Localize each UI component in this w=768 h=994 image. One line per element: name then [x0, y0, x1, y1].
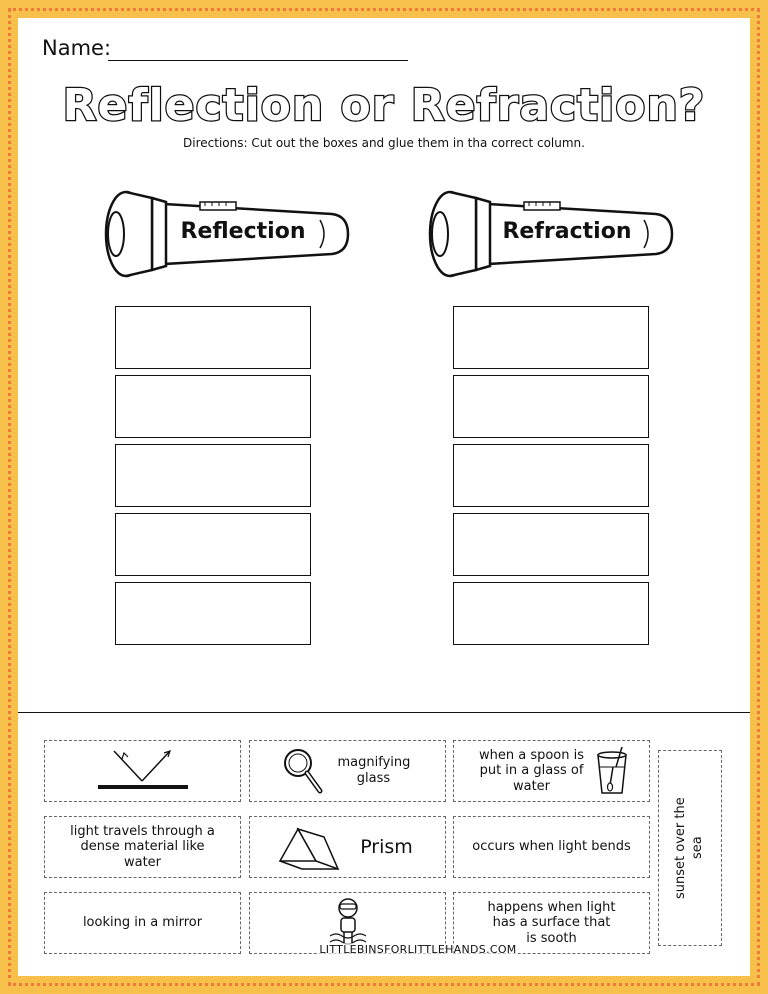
card-text: looking in a mirror — [82, 915, 203, 931]
card-text: happens when light has a surface that is sooth — [487, 899, 616, 946]
watermark: LITTLEBINSFORLITTLEHANDS.COM — [319, 943, 517, 956]
glass-of-water-icon — [592, 745, 632, 797]
card-text: when a spoon is put in a glass of water — [478, 747, 585, 794]
cut-card-spoon-in-water[interactable] — [453, 740, 650, 802]
reflection-ray-icon — [88, 743, 198, 799]
swimmer-icon — [328, 896, 368, 950]
card-text: magnifying glass — [337, 755, 411, 786]
cut-card-mirror[interactable] — [44, 892, 241, 954]
cut-card-reflection-diagram[interactable] — [44, 740, 241, 802]
card-text: sunset over the sea — [673, 797, 705, 899]
reflection-answer-box[interactable] — [115, 444, 311, 507]
reflection-answer-box[interactable] — [115, 306, 311, 369]
name-line[interactable] — [108, 60, 408, 61]
reflection-answer-box[interactable] — [115, 513, 311, 576]
reflection-column-label: Reflection — [180, 219, 306, 244]
cut-card-magnifying-glass[interactable] — [249, 740, 446, 802]
refraction-answer-box[interactable] — [453, 375, 649, 438]
cut-card-sunset[interactable] — [658, 750, 722, 946]
refraction-column-label: Refraction — [502, 219, 632, 244]
refraction-answer-box[interactable] — [453, 444, 649, 507]
name-label: Name: — [42, 36, 112, 60]
cut-card-prism[interactable] — [249, 816, 446, 878]
page-title: Reflection or Refraction? — [62, 80, 706, 131]
directions-text: Directions: Cut out the boxes and glue them in tha correct column. — [183, 136, 585, 150]
worksheet-page — [18, 18, 750, 976]
refraction-answer-box[interactable] — [453, 306, 649, 369]
reflection-answer-box[interactable] — [115, 375, 311, 438]
reflection-answer-box[interactable] — [115, 582, 311, 645]
card-text: Prism — [360, 835, 413, 858]
refraction-answer-box[interactable] — [453, 582, 649, 645]
card-text: occurs when light bends — [472, 839, 631, 855]
magnifying-glass-icon — [280, 745, 324, 797]
cut-card-light-bends[interactable] — [453, 816, 650, 878]
prism-icon — [276, 823, 342, 871]
cut-line-divider — [18, 712, 750, 713]
refraction-answer-box[interactable] — [453, 513, 649, 576]
cut-card-dense-material[interactable] — [44, 816, 241, 878]
card-text: light travels through a dense material like water — [70, 823, 215, 870]
